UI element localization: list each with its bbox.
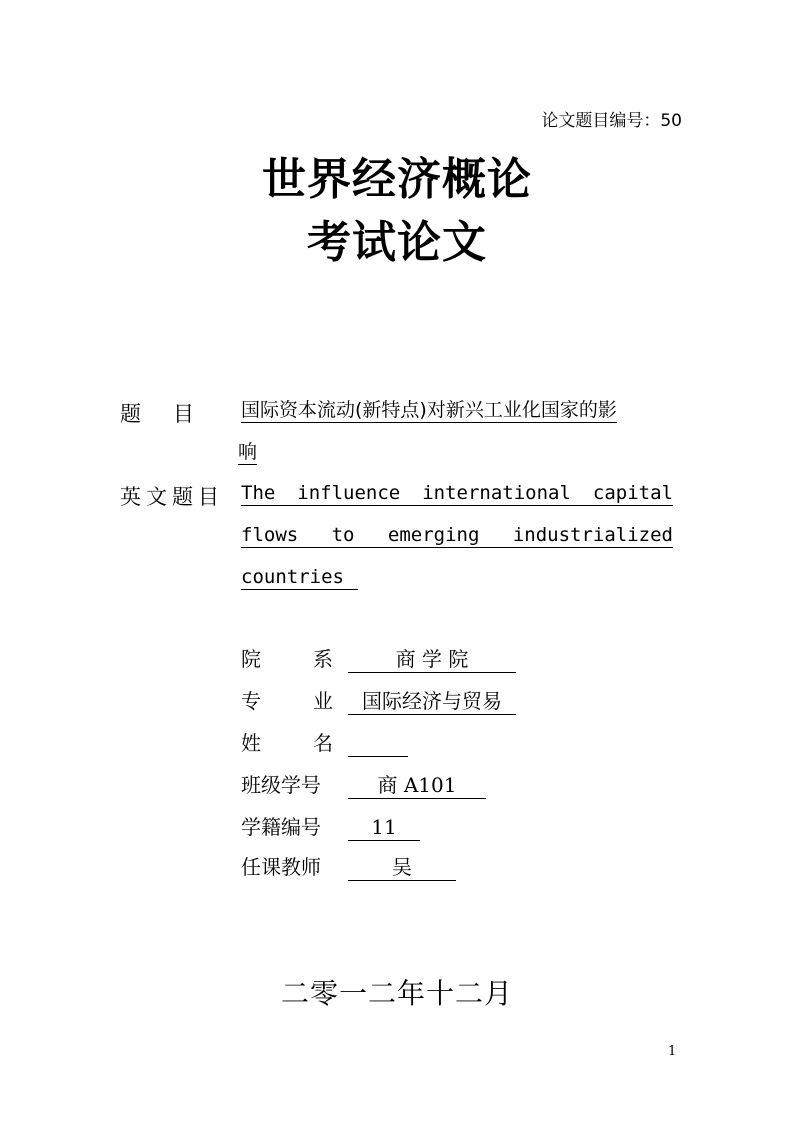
name-label (241, 730, 333, 756)
major-label (241, 688, 333, 714)
topic-label: 题目 (120, 402, 226, 426)
english-topic-line3: countries (241, 565, 358, 590)
student-no-value: 11 (348, 814, 420, 841)
english-word: international (422, 482, 571, 504)
teacher-value: 吴 (348, 854, 456, 881)
topic-value-line1: 国际资本流动(新特点)对新兴工业化国家的影 (241, 399, 617, 421)
english-word: capital (592, 482, 673, 504)
department-label-text: 院 系 (241, 647, 333, 671)
major-value: 国际经济与贸易 (348, 688, 516, 715)
english-topic-line2 (241, 523, 673, 548)
english-word: flows (241, 524, 299, 546)
name-label-text: 姓 名 (241, 731, 333, 755)
english-topic-line1 (241, 481, 673, 506)
date: 二零一二年十二月 (280, 977, 513, 1010)
topic-value-line2: 响 (238, 441, 258, 463)
teacher-label: 任课教师 (241, 855, 321, 879)
exam-paper-title: 考试论文 (307, 217, 487, 268)
course-title: 世界经济概论 (262, 154, 532, 205)
name-value (348, 730, 408, 757)
english-word: emerging (387, 524, 480, 546)
student-no-label: 学籍编号 (241, 815, 321, 839)
english-word: influence (297, 482, 401, 504)
english-word: to (331, 524, 355, 546)
major-label-text: 专 业 (241, 689, 333, 713)
page-number: 1 (668, 1044, 677, 1059)
english-word: The (241, 482, 276, 504)
paper-number: 论文题目编号：50 (541, 111, 682, 131)
english-topic-label: 英文题目 (120, 485, 224, 509)
department-value: 商 学 院 (348, 646, 516, 673)
department-label (241, 646, 333, 672)
class-id-label: 班级学号 (241, 773, 321, 797)
english-word: industrialized (512, 524, 673, 546)
class-id-value: 商 A101 (348, 772, 486, 799)
